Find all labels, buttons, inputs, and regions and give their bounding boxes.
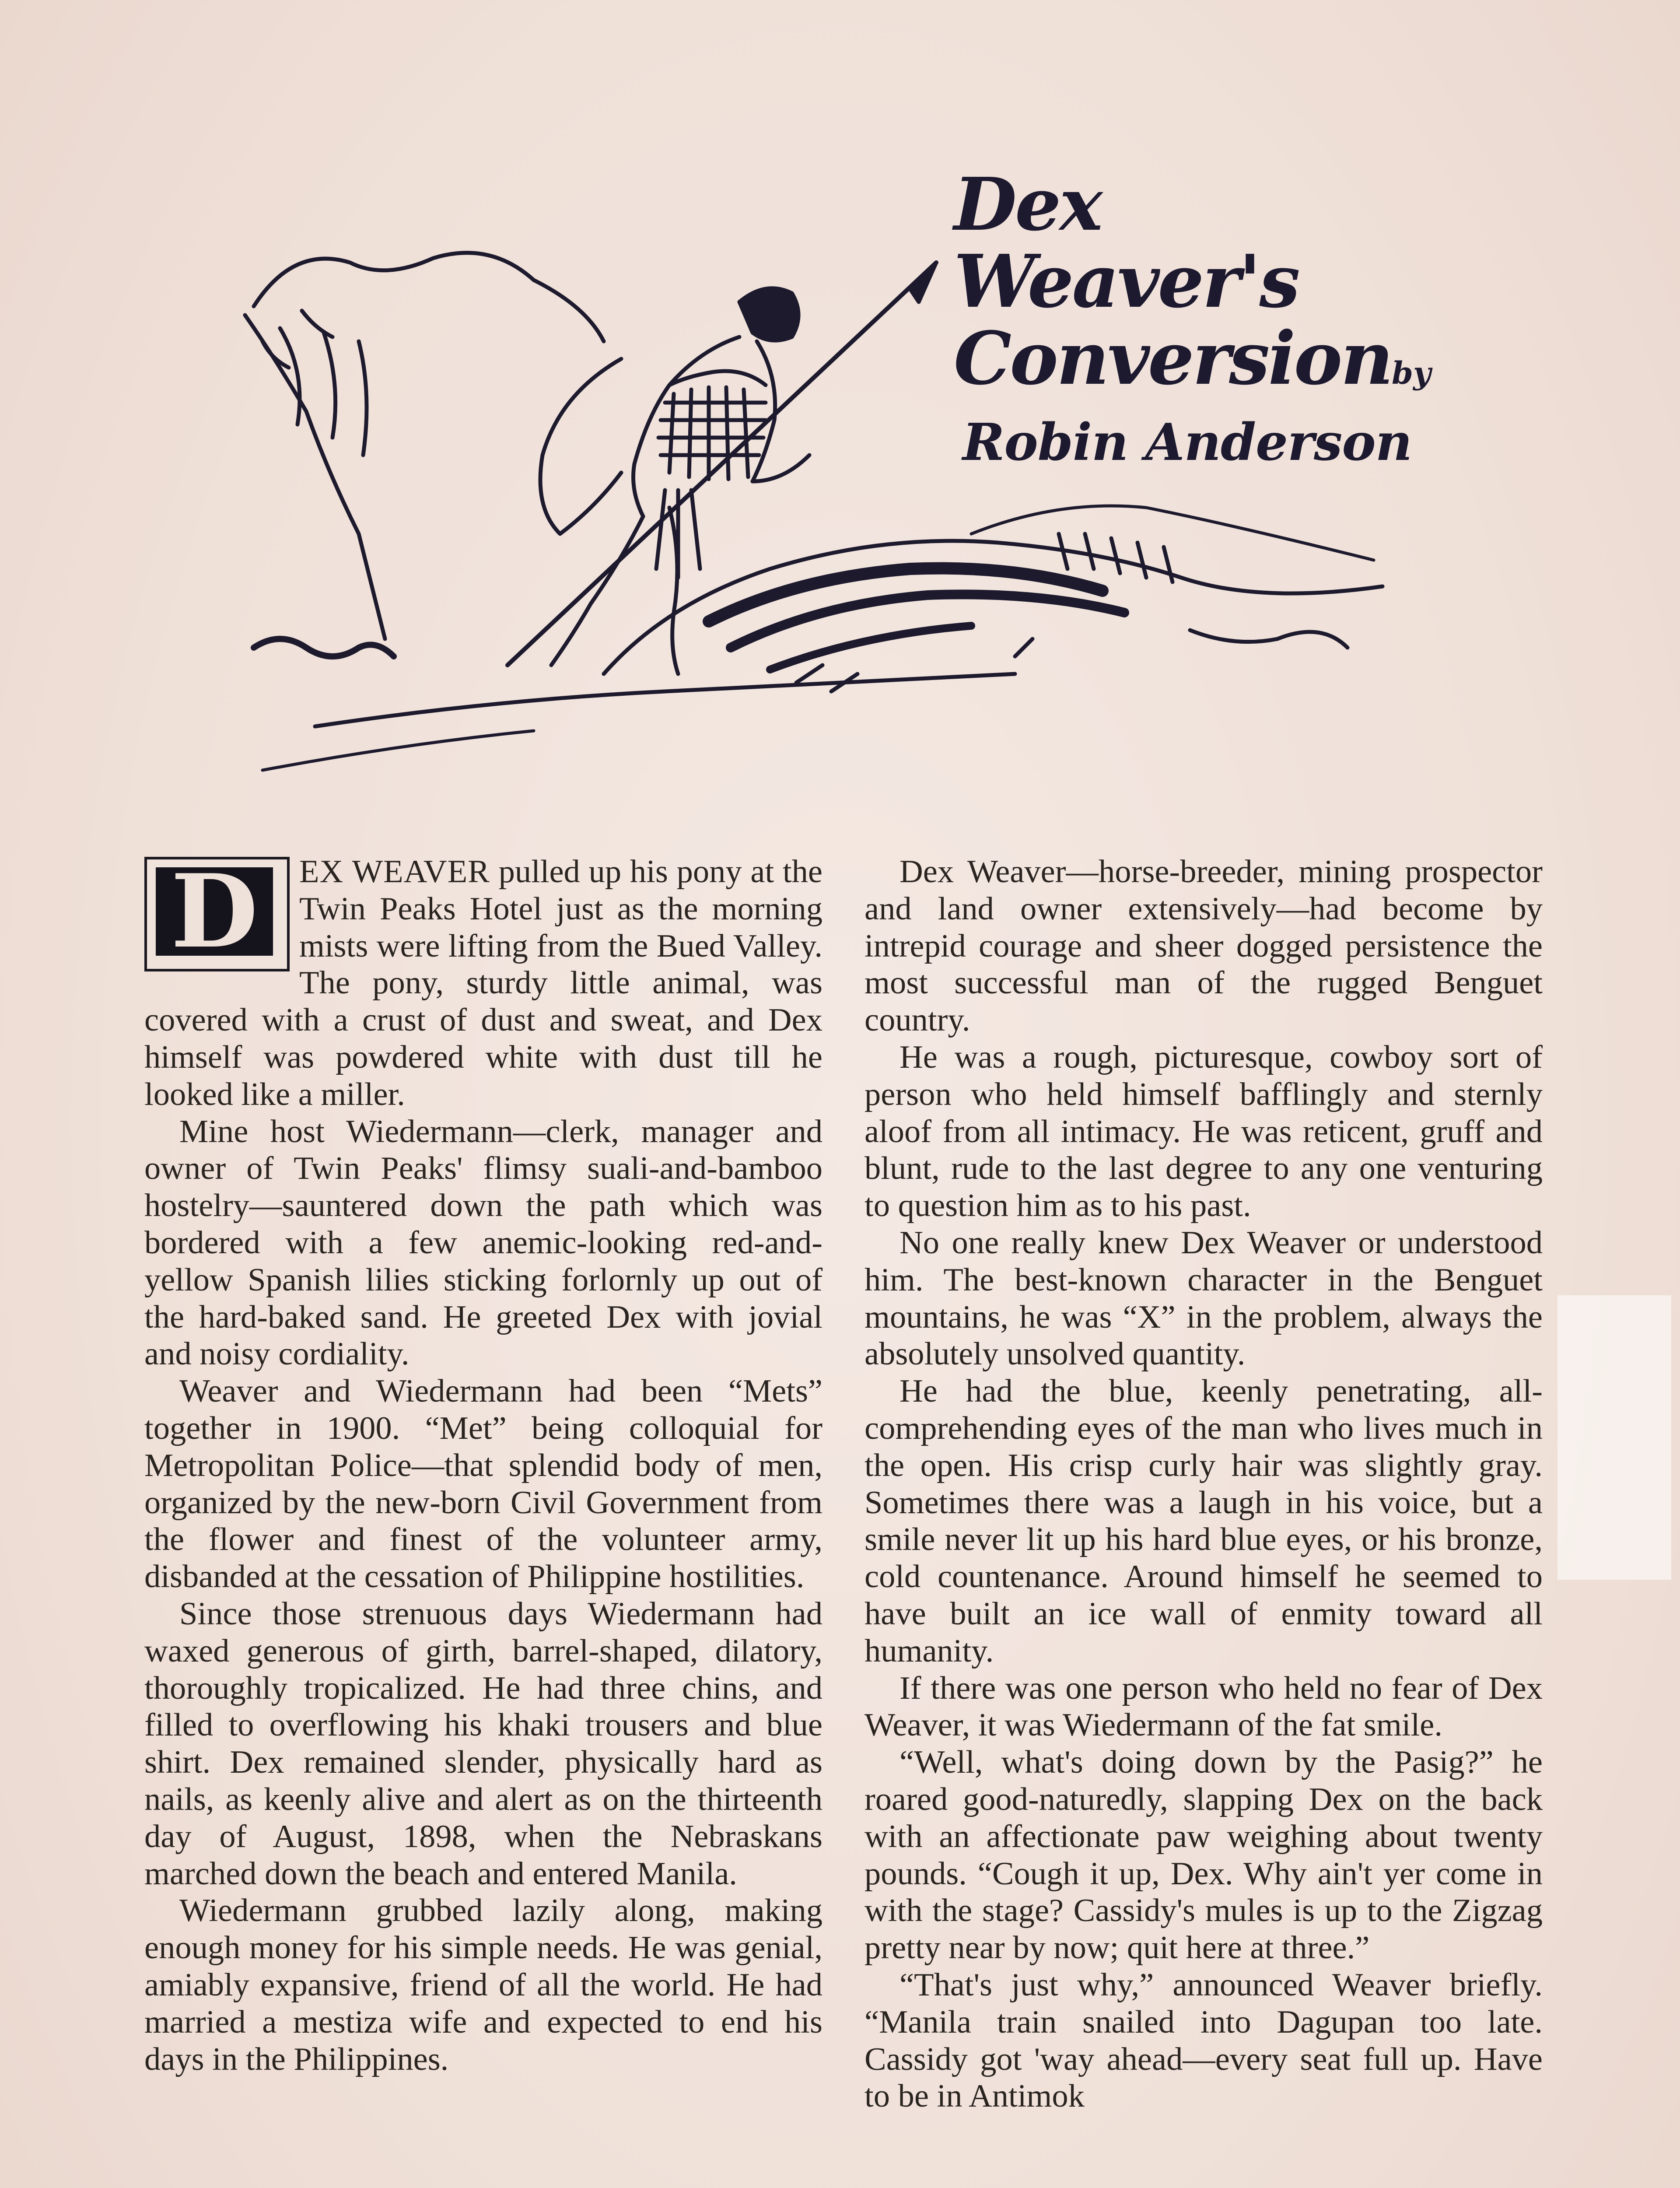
text-column-right [864,853,1543,2188]
paragraph: Since those strenuous days Wiedermann had waxed generous of girth, barrel-shaped, dilatory, thoroughly tropicalized. He had three chins, and filled to overflowing his khaki trousers and blue shirt. Dex remained slender, physically hard as nails, as keenly alive and alert as on the thirteenth day of August, 1898, when the Nebraskans marched down the beach and entered Manila. [144,1595,822,1892]
story-title-word: Conversion [954,316,1392,401]
paragraph: He had the blue, keenly penetrating, all-comprehending eyes of the man who lives much in the open. His crisp curly hair was slightly gray. Sometimes there was a laugh in his voice, but a smile never lit up his hard blue eyes, or his bronze, cold countenance. Around himself he seemed to have built an ice wall of enmity toward all humanity. [864,1373,1543,1669]
text-column-left [144,853,822,2188]
paragraph: Wiedermann grubbed lazily along, making enough money for his simple needs. He was genial, amiably expansive, friend of all the world. He had married a mestiza wife and expected to end his days in the Philippines. [144,1893,822,2077]
drop-cap [144,852,290,971]
paragraph: “That's just why,” announced Weaver briefly. “Manila train snailed into Dagupan too late. Cassidy got 'way ahead—every seat full up. Have to be in Antimok [864,1967,1543,2114]
paragraph: He was a rough, picturesque, cowboy sort of person who held himself bafflingly and sternly aloof from all intimacy. He was reticent, gruff and blunt, rude to the last degree to any one venturing to question him as to his past. [864,1039,1543,1224]
paragraph: “Well, what's doing down by the Pasig?” he roared good-naturedly, slapping Dex on the back with an affectionate paw weighing about twenty pounds. “Cough it up, Dex. Why ain't yer come in with the stage? Cassidy's mules is up to the Zigzag pretty near by now; quit here at three.” [864,1744,1543,1966]
drop-cap-letter: D [171,852,258,971]
story-title-block [954,162,1461,473]
paragraph: Dex Weaver—horse-breeder, mining prospector and land owner extensively—had become by intrepid courage and sheer dogged persistence the most successful man of the rugged Benguet country. [864,854,1543,1038]
story-author: Robin Anderson [962,413,1412,472]
story-title-line-1: Dex Weaver's [954,162,1298,324]
story-title-line-2 [954,316,1461,412]
paragraph: If there was one person who held no fear of Dex Weaver, it was Wiedermann of the fat smile. [864,1670,1543,1743]
paragraph: No one really knew Dex Weaver or understood him. The best-known character in the Benguet mountains, he was “X” in the problem, always the absolutely unsolved quantity. [864,1224,1543,1372]
tape-mark [1558,1295,1671,1580]
paragraph: Weaver and Wiedermann had been “Mets” together in 1900. “Met” being colloquial for Metropolitan Police—that splendid body of men, organized by the new-born Civil Government from the flower and finest of the volunteer army, disbanded at the cessation of Philippine hostilities. [144,1373,822,1595]
drop-cap-box [156,852,273,971]
byline-word: by [1392,355,1431,391]
opening-caps: EX WEAVER [299,854,490,890]
opening-text: pulled up his pony at the Twin Peaks Hotel just as the morning mists were lifting from the Bued Valley. The pony, sturdy little animal, was covered with a crust of dust and sweat, and Dex himself was powdered white with dust till he looked like a miller. [144,854,822,1112]
paragraph: Mine host Wiedermann—clerk, manager and owner of Twin Peaks' flimsy suali-and-bamboo hostelry—sauntered down the path which was bordered with a few anemic-looking red-and-yellow Spanish lilies sticking forlornly up out of the hard-baked sand. He greeted Dex with jovial and noisy cordiality. [144,1113,822,1372]
